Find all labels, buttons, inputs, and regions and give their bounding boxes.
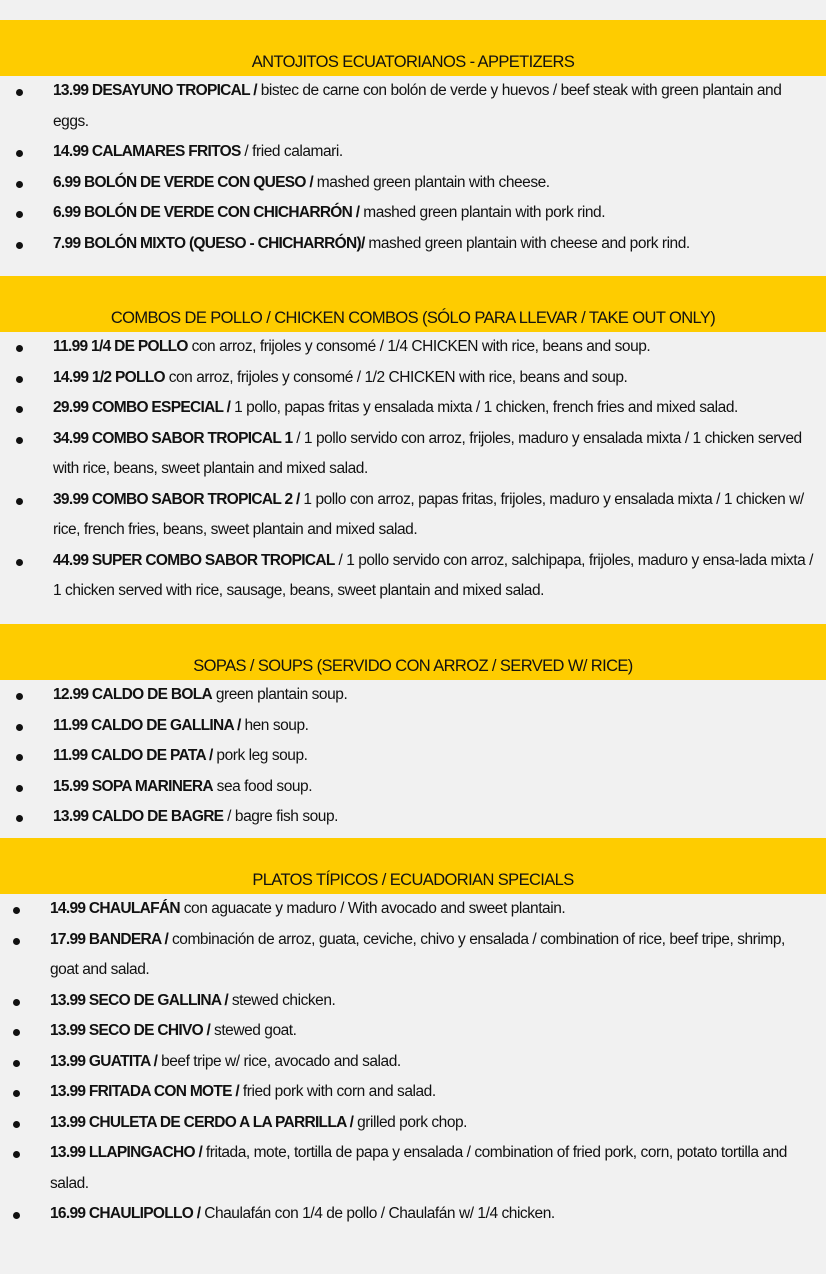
item-description: mashed green plantain with cheese. <box>312 173 550 191</box>
menu-item <box>0 741 826 772</box>
item-description: / 1 pollo servido con arroz, salchipapa, frijoles, maduro y ensa-lada mixta / 1 chicken served with rice, sausage, beans, sweet plantain and mixed salad. <box>53 551 813 599</box>
section-title: COMBOS DE POLLO / CHICKEN COMBOS (SÓLO PARA LLEVAR / TAKE OUT ONLY) <box>0 276 826 332</box>
bullet-icon <box>16 211 23 218</box>
menu-item <box>0 711 826 742</box>
bullet-icon <box>16 724 23 731</box>
menu-item <box>0 1138 826 1199</box>
bullet-icon <box>16 559 23 566</box>
item-description: / fried calamari. <box>240 143 343 160</box>
menu-item <box>0 802 826 833</box>
menu-item <box>0 137 826 168</box>
bullet-icon <box>13 907 20 914</box>
item-description: pork leg soup. <box>212 747 308 764</box>
item-name: 14.99 CALAMARES FRITOS <box>53 143 241 160</box>
bullet-icon <box>16 754 23 761</box>
item-name: 11.99 CALDO DE PATA / <box>53 747 213 764</box>
item-name: 14.99 1/2 POLLO <box>53 368 165 386</box>
menu-list <box>0 76 826 259</box>
menu-item <box>0 332 826 363</box>
bullet-icon <box>16 437 23 444</box>
item-name: 6.99 BOLÓN DE VERDE CON CHICHARRÓN / <box>53 204 360 221</box>
menu-list <box>0 680 826 833</box>
bullet-icon <box>16 785 23 792</box>
menu-item <box>0 485 826 546</box>
item-description: / bagre fish soup. <box>223 808 338 825</box>
menu-item <box>0 363 826 394</box>
item-name: 44.99 SUPER COMBO SABOR TROPICAL <box>53 551 335 569</box>
menu-item <box>0 986 826 1017</box>
item-name: 12.99 CALDO DE BOLA <box>53 686 212 703</box>
menu-item <box>0 680 826 711</box>
bullet-icon <box>13 1060 20 1067</box>
menu-item <box>0 1047 826 1078</box>
item-name: 17.99 BANDERA / <box>50 930 169 948</box>
item-name: 13.99 FRITADA CON MOTE / <box>50 1083 240 1100</box>
item-name: 11.99 CALDO DE GALLINA / <box>53 716 241 734</box>
item-description: 1 pollo con arroz, papas fritas, frijoles, maduro y ensalada mixta / 1 chicken w/ rice, french fries, beans, sweet plantain and mixed salad. <box>53 490 804 538</box>
section-title: SOPAS / SOUPS (SERVIDO CON ARROZ / SERVED W/ RICE) <box>0 624 826 680</box>
menu-item <box>0 925 826 986</box>
item-description: stewed chicken. <box>227 991 336 1009</box>
item-name: 15.99 SOPA MARINERA <box>53 777 213 795</box>
section-title: PLATOS TÍPICOS / ECUADORIAN SPECIALS <box>0 838 826 894</box>
item-description: grilled pork chop. <box>353 1113 468 1131</box>
menu-item <box>0 894 826 925</box>
bullet-icon <box>13 1029 20 1036</box>
item-description: sea food soup. <box>212 777 313 795</box>
item-name: 14.99 CHAULAFÁN <box>50 900 180 917</box>
item-description: con arroz, frijoles y consomé / 1/2 CHICKEN with rice, beans and soup. <box>164 368 628 386</box>
bullet-icon <box>13 999 20 1006</box>
bullet-icon <box>13 1212 20 1219</box>
item-name: 16.99 CHAULIPOLLO / <box>50 1205 201 1222</box>
bullet-icon <box>16 376 23 383</box>
bullet-icon <box>16 345 23 352</box>
bullet-icon <box>13 938 20 945</box>
item-description: con aguacate y maduro / With avocado and sweet plantain. <box>179 900 566 917</box>
item-name: 13.99 GUATITA / <box>50 1052 158 1070</box>
bullet-icon <box>13 1121 20 1128</box>
section-soups <box>0 624 826 833</box>
item-name: 13.99 SECO DE GALLINA / <box>50 991 228 1009</box>
bullet-icon <box>16 181 23 188</box>
item-description: fried pork with corn and salad. <box>239 1083 436 1100</box>
section-chicken-combos <box>0 276 826 607</box>
menu-item <box>0 1108 826 1139</box>
menu-item <box>0 393 826 424</box>
section-ecuadorian-specials <box>0 838 826 1230</box>
menu-item <box>0 424 826 485</box>
item-description: / 1 pollo servido con arroz, frijoles, maduro y ensalada mixta / 1 chicken served with rice, beans, sweet plantain and mixed salad. <box>53 429 802 477</box>
menu-item <box>0 772 826 803</box>
item-name: 13.99 LLAPINGACHO / <box>50 1144 203 1161</box>
menu-list <box>0 894 826 1230</box>
item-description: bistec de carne con bolón de verde y huevos / beef steak with green plantain and eggs. <box>53 82 782 130</box>
menu-item <box>0 76 826 137</box>
menu-item <box>0 1077 826 1108</box>
section-appetizers <box>0 20 826 259</box>
item-name: 13.99 CHULETA DE CERDO A LA PARRILLA / <box>50 1113 354 1131</box>
menu-item <box>0 168 826 199</box>
item-description: green plantain soup. <box>211 686 348 703</box>
item-name: 6.99 BOLÓN DE VERDE CON QUESO / <box>53 173 313 191</box>
menu-list <box>0 332 826 607</box>
item-name: 29.99 COMBO ESPECIAL / <box>53 399 231 416</box>
bullet-icon <box>16 89 23 96</box>
menu-item <box>0 546 826 607</box>
item-description: combinación de arroz, guata, ceviche, chivo y ensalada / combination of rice, beef tripe, shrimp, goat and salad. <box>50 930 785 978</box>
item-description: mashed green plantain with cheese and pork rind. <box>364 234 690 252</box>
bullet-icon <box>16 242 23 249</box>
item-name: 13.99 CALDO DE BAGRE <box>53 808 224 825</box>
item-description: hen soup. <box>240 716 309 734</box>
item-description: Chaulafán con 1/4 de pollo / Chaulafán w/ 1/4 chicken. <box>200 1205 555 1222</box>
item-name: 13.99 DESAYUNO TROPICAL / <box>53 82 257 99</box>
item-name: 39.99 COMBO SABOR TROPICAL 2 / <box>53 490 300 508</box>
item-description: 1 pollo, papas fritas y ensalada mixta / 1 chicken, french fries and mixed salad. <box>230 399 738 416</box>
menu-item <box>0 229 826 260</box>
bullet-icon <box>16 693 23 700</box>
item-description: stewed goat. <box>210 1022 297 1039</box>
menu-item <box>0 198 826 229</box>
item-name: 11.99 1/4 DE POLLO <box>53 338 188 355</box>
bullet-icon <box>16 498 23 505</box>
menu-item <box>0 1016 826 1047</box>
item-name: 34.99 COMBO SABOR TROPICAL 1 <box>53 429 293 447</box>
bullet-icon <box>16 406 23 413</box>
bullet-icon <box>16 815 23 822</box>
bullet-icon <box>13 1151 20 1158</box>
item-name: 13.99 SECO DE CHIVO / <box>50 1022 211 1039</box>
item-description: con arroz, frijoles y consomé / 1/4 CHICKEN with rice, beans and soup. <box>187 338 651 355</box>
bullet-icon <box>16 150 23 157</box>
section-title: ANTOJITOS ECUATORIANOS - APPETIZERS <box>0 20 826 76</box>
item-description: mashed green plantain with pork rind. <box>359 204 606 221</box>
bullet-icon <box>13 1090 20 1097</box>
menu-item <box>0 1199 826 1230</box>
item-name: 7.99 BOLÓN MIXTO (QUESO - CHICHARRÓN)/ <box>53 234 365 252</box>
item-description: beef tripe w/ rice, avocado and salad. <box>157 1052 401 1070</box>
item-description: fritada, mote, tortilla de papa y ensalada / combination of fried pork, corn, potato tortilla and salad. <box>50 1144 787 1192</box>
